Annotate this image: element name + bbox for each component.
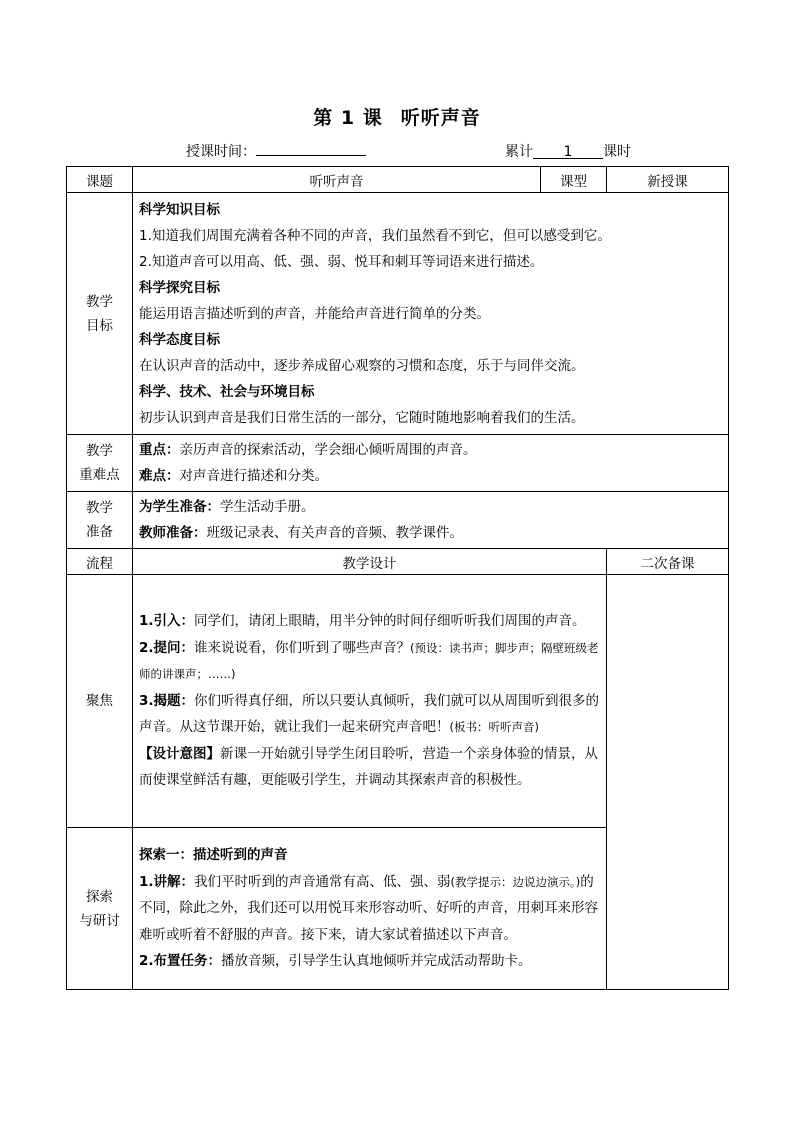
total-label: 累计 <box>505 144 533 160</box>
focus-p4: 【设计意图】新课一开始就引导学生闭目聆听，营造一个亲身体验的情景，从而使课堂鲜活有趣，更能吸引学生，并调动其探索声音的积极性。 <box>139 745 598 789</box>
page-title <box>0 103 794 130</box>
keypoints-content <box>133 435 729 492</box>
type-label: 课型 <box>541 167 607 193</box>
header-row <box>67 167 729 193</box>
explore-heading: 探索一：描述听到的声音 <box>139 847 288 864</box>
topic-value: 听听声音 <box>133 167 541 193</box>
time-field[interactable] <box>256 141 366 156</box>
keypoints-row <box>67 435 729 492</box>
flow-header-row <box>67 549 729 575</box>
objectives-content <box>133 193 729 435</box>
lesson-time <box>186 141 366 161</box>
attitude-item: 在认识声音的活动中，逐步养成留心观察的习惯和态度，乐于与同伴交流。 <box>139 357 585 374</box>
explore-content <box>133 828 607 990</box>
focus-point: 重点：亲历声音的探索活动，学会细心倾听周围的声音。 <box>139 442 477 458</box>
prep-label: 教学 准备 <box>67 492 133 549</box>
sts-item: 初步认识到声音是我们日常生活的一部分，它随时随地影响着我们的生活。 <box>139 409 585 426</box>
flow-col-2: 教学设计 <box>133 549 607 575</box>
explore-label: 探索 与研讨 <box>67 828 133 990</box>
attitude-heading: 科学态度目标 <box>139 331 220 348</box>
focus-content <box>133 575 607 828</box>
student-prep: 为学生准备：学生活动手册。 <box>139 499 315 515</box>
inquiry-heading: 科学探究目标 <box>139 279 220 296</box>
knowledge-item-1: 1.知道我们周围充满着各种不同的声音，我们虽然看不到它，但可以感受到它。 <box>139 227 611 244</box>
focus-p3: 3.揭题：你们听得真仔细，所以只要认真倾听，我们就可以从周围听到很多的声音。从这节课开始，就让我们一起来研究声音吧！(板书：听听声音) <box>139 692 600 736</box>
lesson-plan-table <box>66 166 729 990</box>
topic-label: 课题 <box>67 167 133 193</box>
prep-content <box>133 492 729 549</box>
inquiry-item: 能运用语言描述听到的声音，并能给声音进行简单的分类。 <box>139 305 490 322</box>
title-number: 1 <box>340 107 356 129</box>
focus-label: 聚焦 <box>67 575 133 828</box>
knowledge-heading: 科学知识目标 <box>139 201 220 218</box>
sts-heading: 科学、技术、社会与环境目标 <box>139 383 315 400</box>
unit-label: 课时 <box>603 144 631 160</box>
difficulty-point: 难点：对声音进行描述和分类。 <box>139 468 328 484</box>
keypoints-label: 教学 重难点 <box>67 435 133 492</box>
objectives-row <box>67 193 729 435</box>
objectives-label: 教学 目标 <box>67 193 133 435</box>
lesson-total <box>505 141 631 161</box>
total-value: 1 <box>533 144 603 159</box>
flow-col-1: 流程 <box>67 549 133 575</box>
title-prefix: 第 <box>313 107 334 129</box>
title-name: 听听声音 <box>400 107 481 129</box>
type-value: 新授课 <box>607 167 729 193</box>
second-prep-cell[interactable] <box>607 575 729 990</box>
title-suffix: 课 <box>362 107 383 129</box>
focus-row <box>67 575 729 828</box>
prep-row <box>67 492 729 549</box>
focus-p1: 1.引入：同学们，请闭上眼睛，用半分钟的时间仔细听听我们周围的声音。 <box>139 613 586 630</box>
explore-p2: 2.布置任务：播放音频，引导学生认真地倾听并完成活动帮助卡。 <box>139 953 532 970</box>
explore-p1: 1.讲解：我们平时听到的声音通常有高、低、强、弱(教学提示：边说边演示。)的不同，除此之外，我们还可以用悦耳来形容动听、好听的声音，用刺耳来形容难听或听着不舒服的声音。接下来，请大家试着描述以下声音。 <box>139 873 598 943</box>
focus-p2: 2.提问：谁来说说看，你们听到了哪些声音？(预设：读书声；脚步声；隔壁班级老师的讲课声；……) <box>139 639 599 682</box>
teacher-prep: 教师准备：班级记录表、有关声音的音频、教学课件。 <box>139 525 463 541</box>
time-label: 授课时间： <box>186 144 256 160</box>
flow-col-3: 二次备课 <box>607 549 729 575</box>
knowledge-item-2: 2.知道声音可以用高、低、强、弱、悦耳和刺耳等词语来进行描述。 <box>139 253 544 270</box>
